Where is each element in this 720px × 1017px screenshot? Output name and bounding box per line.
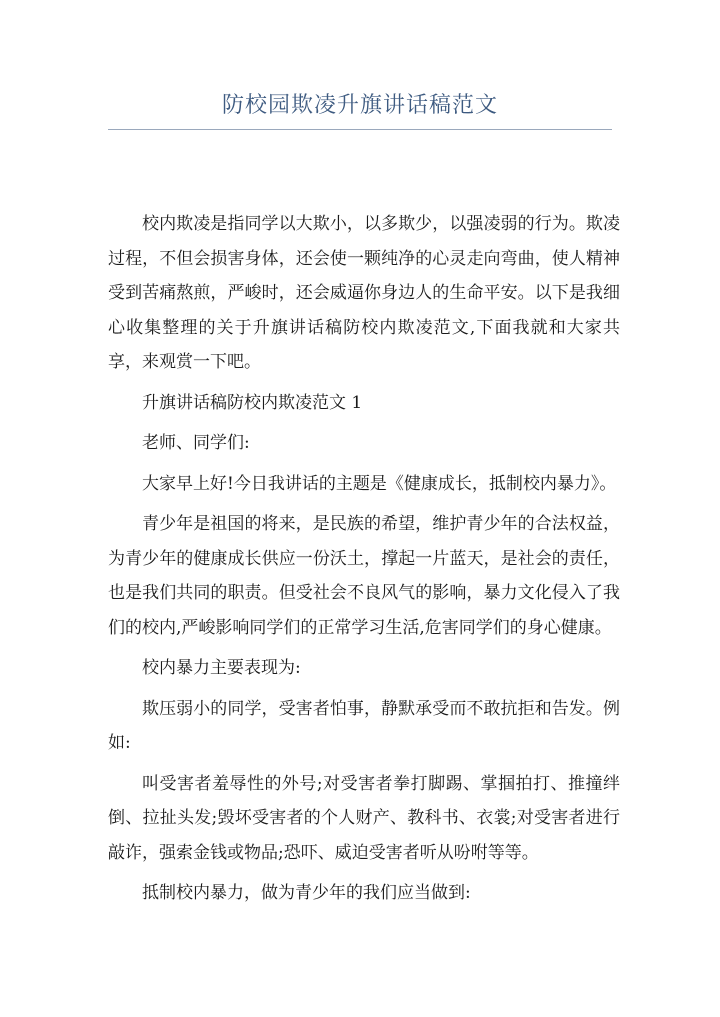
document-body [108, 207, 620, 911]
title-divider [108, 129, 612, 130]
salutation: 老师、同学们: [142, 433, 250, 453]
section-heading: 升旗讲话稿防校内欺凌范文 1 [142, 392, 363, 413]
intro-paragraph: 校内欺凌是指同学以大欺小，以多欺少，以强凌弱的行为。欺凌过程，不但会损害身体，还会使一颗纯净的心灵走向弯曲，使人精神受到苦痛熬煎，严峻时，还会威逼你身边人的生命平安。以下是我细心收集整理的关于升旗讲话稿防校内欺凌范文,下面我就和大家共享，来观赏一下吧。 [108, 214, 620, 372]
bullying-paragraph: 欺压弱小的同学，受害者怕事，静默承受而不敢抗拒和告发。例如: [108, 698, 620, 753]
violence-forms-heading: 校内暴力主要表现为: [142, 658, 301, 678]
document-title: 防校园欺凌升旗讲话稿范文 [221, 93, 498, 118]
examples-paragraph: 叫受害者羞辱性的外号;对受害者拳打脚踢、掌掴拍打、推撞绊倒、拉扯头发;毁坏受害者的个人财产、教科书、衣裳;对受害者进行敲诈，强索金钱或物品;恐吓、威迫受害者听从吩咐等等。 [108, 773, 620, 863]
greeting-paragraph: 大家早上好!今日我讲话的主题是《健康成长，抵制校内暴力》。 [142, 473, 617, 494]
resist-paragraph: 抵制校内暴力，做为青少年的我们应当做到: [142, 883, 471, 903]
youth-paragraph: 青少年是祖国的将来，是民族的希望，维护青少年的合法权益，为青少年的健康成长供应一份沃土，撑起一片蓝天，是社会的责任，也是我们共同的职责。但受社会不良风气的影响，暴力文化侵入了我们的校内,严峻影响同学们的正常学习生活,危害同学们的身心健康。 [108, 514, 620, 638]
